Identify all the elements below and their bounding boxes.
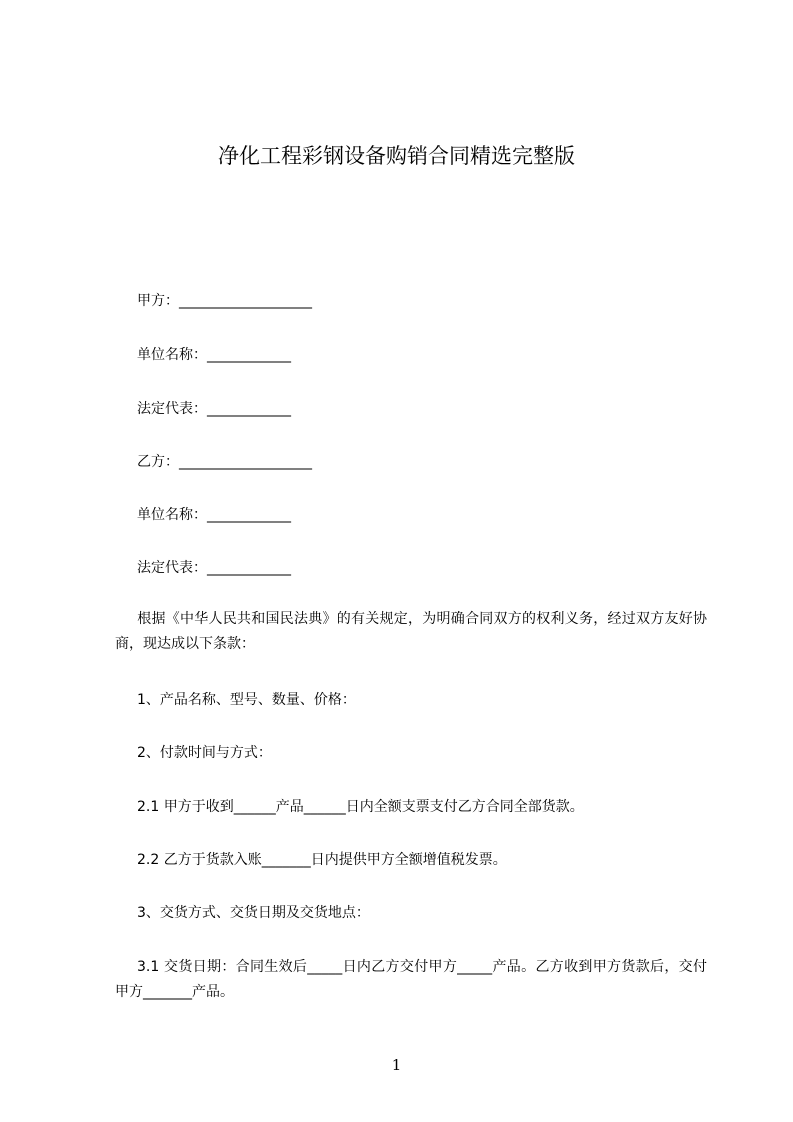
intro-paragraph <box>115 607 707 657</box>
clause-2: 2、付款时间与方式： <box>137 745 272 761</box>
intro-text: 根据《中华人民共和国民法典》的有关规定，为明确合同双方的权利义务，经过双方友好协商，现达成以下条款： <box>115 611 707 652</box>
page-number: 1 <box>391 1056 402 1074</box>
clause-2-2: 2.2 乙方于货款入账_______日内提供甲方全额增值税发票。 <box>137 852 507 868</box>
party-b-legal-rep: 法定代表：____________ <box>137 560 291 576</box>
party-b-label: 乙方：___________________ <box>137 454 312 470</box>
party-a-unit-name: 单位名称：____________ <box>137 347 291 363</box>
clause-3: 3、交货方式、交货日期及交货地点： <box>137 905 370 921</box>
party-a-legal-rep: 法定代表：____________ <box>137 401 291 417</box>
clause-1: 1、产品名称、型号、数量、价格： <box>137 692 356 708</box>
clause-3-1-text: 3.1 交货日期：合同生效后_____日内乙方交付甲方_____产品。乙方收到甲方货款后，交付甲方_______产品。 <box>115 959 707 1000</box>
clause-2-1: 2.1 甲方于收到______产品______日内全额支票支付乙方合同全部货款。 <box>137 799 584 815</box>
party-b-unit-name: 单位名称：____________ <box>137 507 291 523</box>
party-a-label: 甲方：___________________ <box>137 293 312 309</box>
clause-3-1-paragraph <box>115 955 707 1005</box>
document-title: 净化工程彩钢设备购销合同精选完整版 <box>218 144 575 168</box>
